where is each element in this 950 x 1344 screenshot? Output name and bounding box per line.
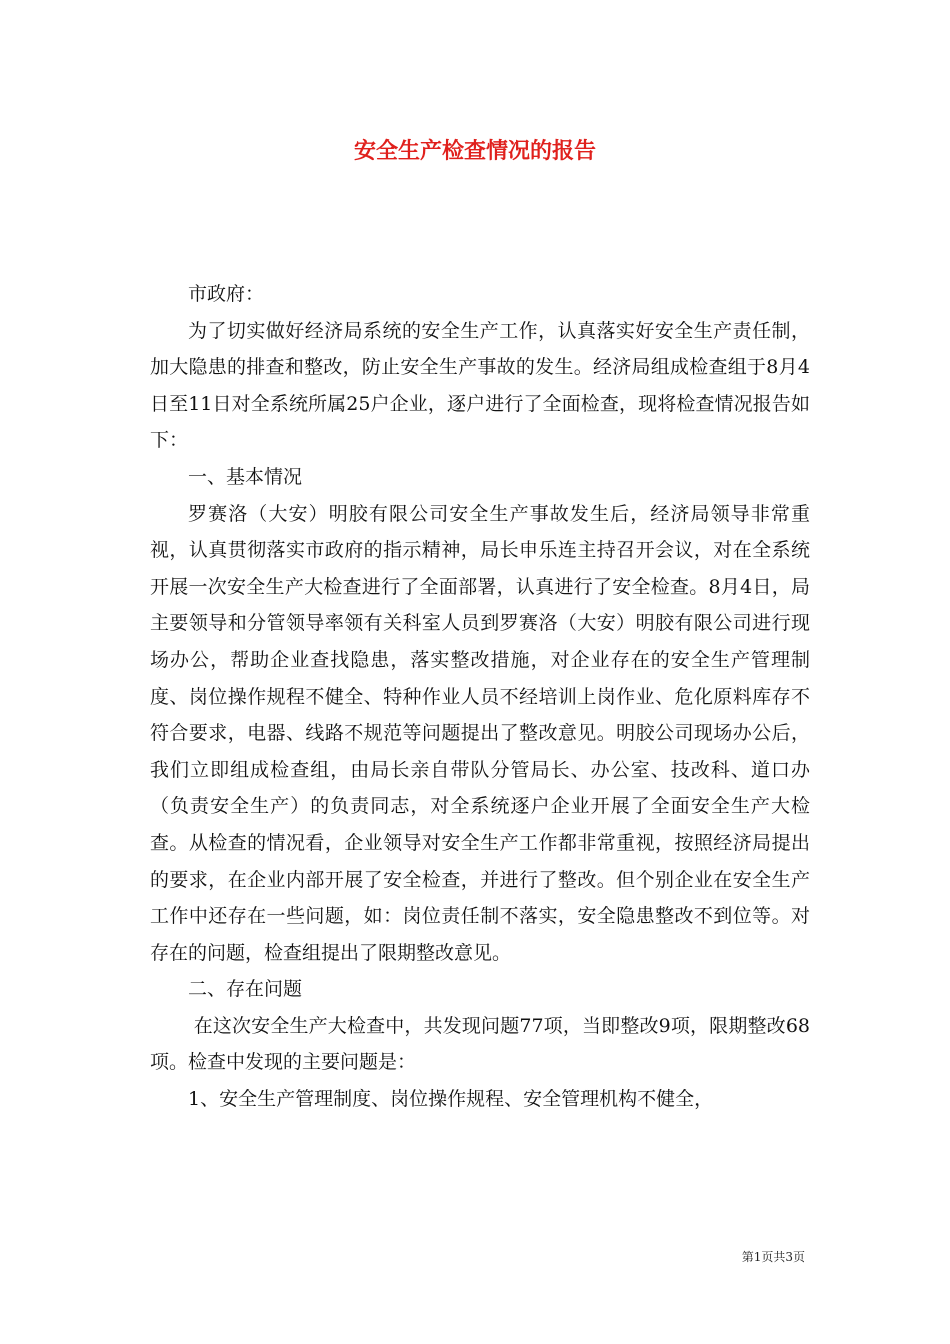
section-heading-existing-problems: 二、存在问题 — [188, 978, 303, 1001]
section-heading-basic-situation: 一、基本情况 — [188, 465, 303, 488]
document-body — [150, 276, 810, 1118]
document-title: 安全生产检查情况的报告 — [353, 138, 596, 164]
paragraph-intro: 为了切实做好经济局系统的安全生产工作，认真落实好安全生产责任制，加大隐患的排查和整改，防止安全生产事故的发生。经济局组成检查组于8月4日至11日对全系统所属25户企业，逐户进行了全面检查，现将检查情况报告如下： — [150, 319, 810, 452]
page-indicator: 第1页共3页 — [741, 1250, 805, 1264]
paragraph-basic-situation: 罗赛洛（大安）明胶有限公司安全生产事故发生后，经济局领导非常重视，认真贯彻落实市政府的指示精神，局长申乐连主持召开会议，对在全系统开展一次安全生产大检查进行了全面部署，认真进行了安全检查。8月4日，局主要领导和分管领导率领有关科室人员到罗赛洛（大安）明胶有限公司进行现场办公，帮助企业查找隐患，落实整改措施，对企业存在的安全生产管理制度、岗位操作规程不健全、特种作业人员不经培训上岗作业、危化原料库存不符合要求，电器、线路不规范等问题提出了整改意见。明胶公司现场办公后，我们立即组成检查组，由局长亲自带队分管局长、办公室、技改科、道口办（负责安全生产）的负责同志，对全系统逐户企业开展了全面安全生产大检查。从检查的情况看，企业领导对安全生产工作都非常重视，按照经济局提出的要求，在企业内部开展了安全检查，并进行了整改。但个别企业在安全生产工作中还存在一些问题，如：岗位责任制不落实，安全隐患整改不到位等。对存在的问题，检查组提出了限期整改意见。 — [150, 502, 810, 964]
paragraph-problem-summary: 在这次安全生产大检查中，共发现问题77项，当即整改9项，限期整改68项。检查中发现的主要问题是： — [150, 1014, 810, 1074]
salutation: 市政府： — [188, 283, 265, 305]
list-item-problem-1: 1、安全生产管理制度、岗位操作规程、安全管理机构不健全， — [188, 1088, 714, 1111]
